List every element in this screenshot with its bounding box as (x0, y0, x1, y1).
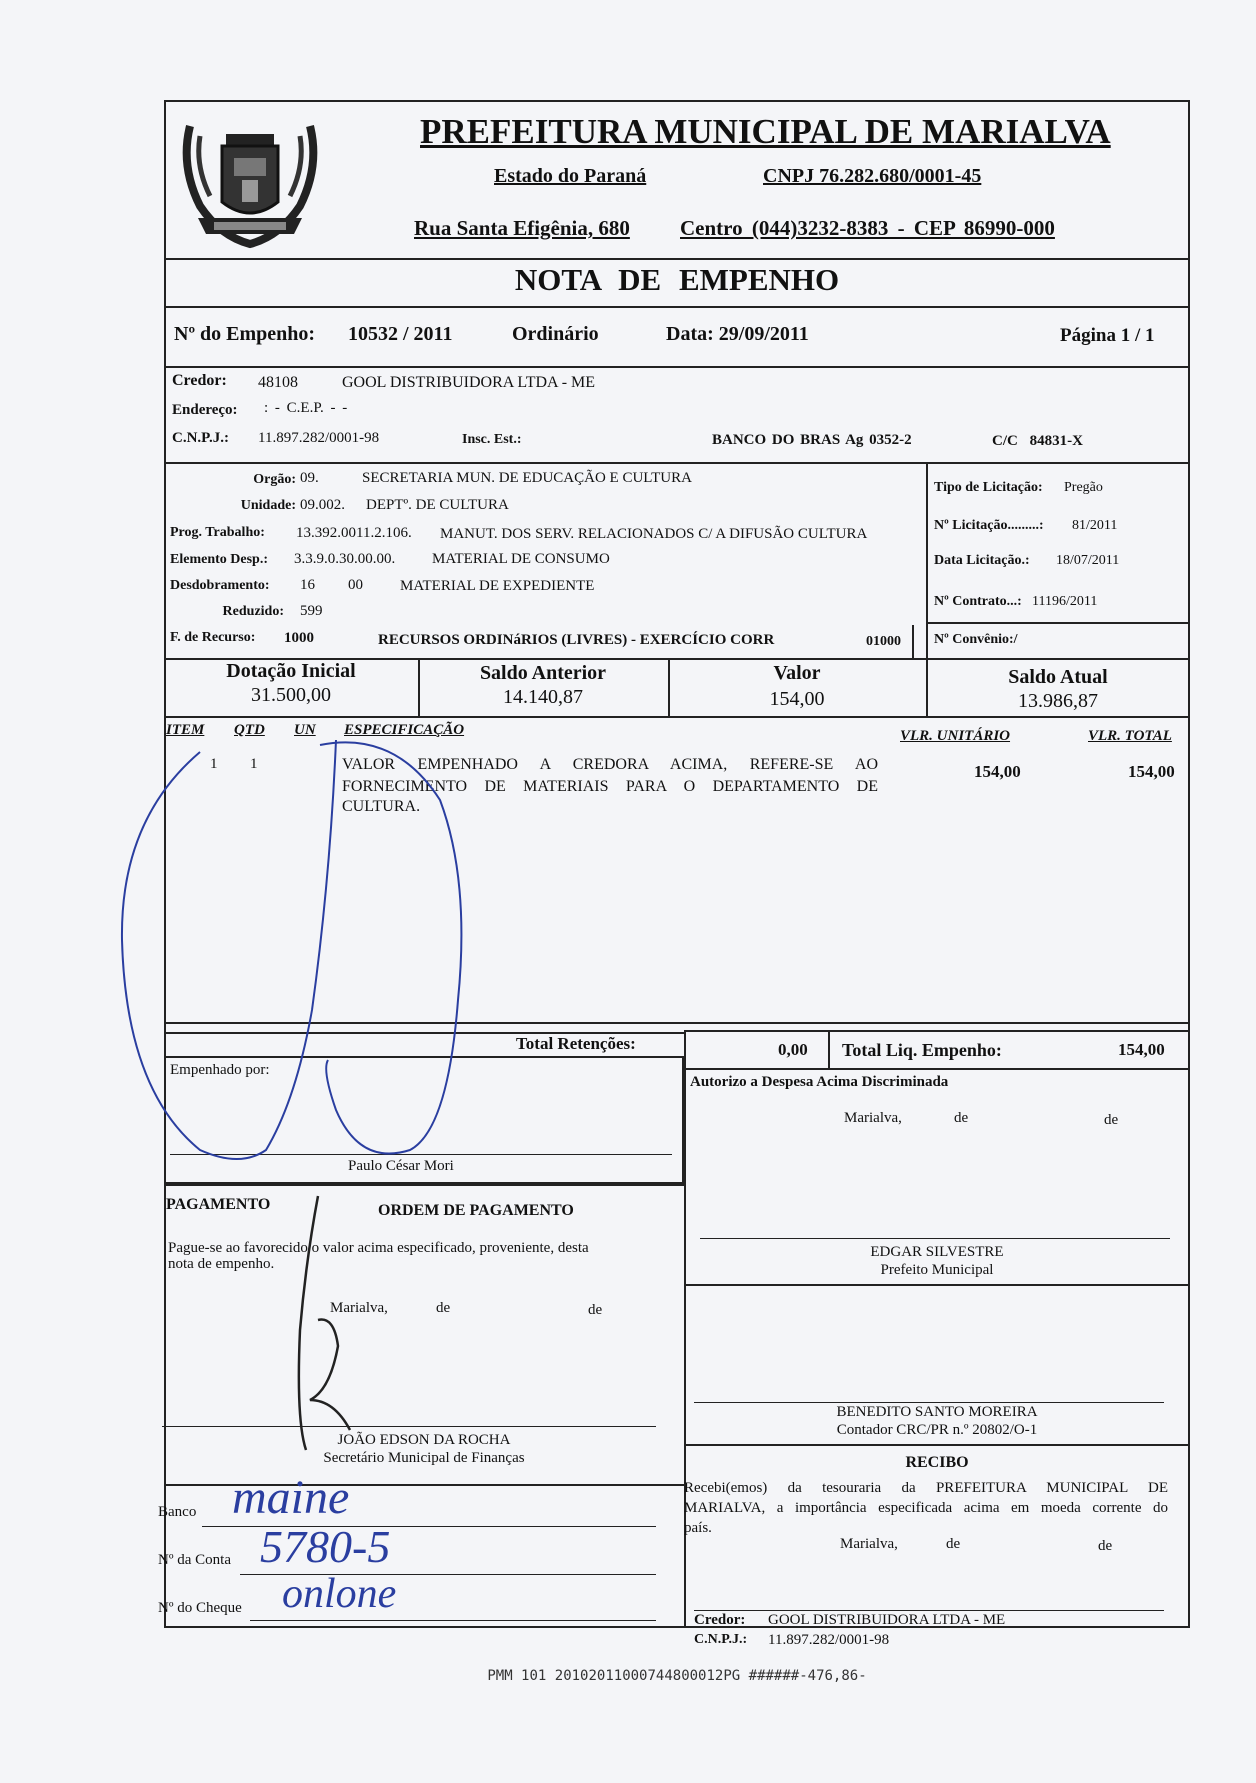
autorizo-de1: de (954, 1110, 969, 1126)
saldo-atual-label: Saldo Atual (1008, 666, 1108, 688)
empenho-type: Ordinário (512, 323, 599, 345)
elemento-desc: MATERIAL DE CONSUMO (432, 551, 610, 567)
recurso-desc: RECURSOS ORDINáRIOS (LIVRES) - EXERCÍCIO CORR (378, 632, 775, 648)
credor-label: Credor: (172, 372, 227, 389)
item-vunit: 154,00 (974, 762, 1021, 781)
conta-handwritten: 5780-5 (260, 1521, 391, 1572)
header-state: Estado do Paraná (494, 165, 647, 187)
prefeito-name: EDGAR SILVESTRE (870, 1244, 1004, 1260)
retencoes-label: Total Retenções: (516, 1034, 636, 1053)
empenho-num-label: Nº do Empenho: (174, 323, 316, 345)
col-qtd: QTD (234, 722, 265, 738)
unidade-label: Unidade: (240, 498, 296, 513)
empenhado-signer: Paulo César Mori (348, 1158, 454, 1174)
item-desc-line2: FORNECIMENTO DE MATERIAIS PARA O DEPARTAMENTO DE (342, 778, 878, 795)
prog-desc: MANUT. DOS SERV. RELACIONADOS C/ A DIFUSÃO CULTURA (440, 526, 868, 542)
secretario-name: JOÃO EDSON DA ROCHA (337, 1432, 511, 1448)
unidade-code: 09.002. (300, 497, 345, 513)
reduzido-label: Reduzido: (222, 604, 284, 619)
desdobramento-b: 00 (348, 577, 363, 593)
convenio-label: Nº Convênio:/ (934, 632, 1018, 647)
banco-label: Banco (158, 1504, 197, 1520)
col-vtotal: VLR. TOTAL (1088, 728, 1172, 744)
saldo-atual-value: 13.986,87 (1018, 690, 1098, 712)
total-liq-value: 154,00 (1118, 1040, 1165, 1059)
orgao-label: Orgão: (253, 472, 296, 487)
data-licitacao: 18/07/2011 (1056, 553, 1120, 568)
item-vtotal: 154,00 (1128, 762, 1175, 781)
insc-label: Insc. Est.: (462, 432, 522, 447)
recibo-credor: GOOL DISTRIBUIDORA LTDA - ME (768, 1612, 1006, 1628)
empenhado-label: Empenhado por: (170, 1062, 270, 1078)
header-address: Rua Santa Efigênia, 680 (414, 216, 630, 240)
credor-code: 48108 (258, 374, 298, 391)
footer-code: PMM 101 20102011000744800012PG ######-476,86- (487, 1668, 867, 1684)
col-espec: ESPECIFICAÇÃO (344, 722, 465, 738)
endereco-label: Endereço: (172, 402, 238, 418)
total-liq-label: Total Liq. Empenho: (842, 1040, 1002, 1060)
recibo-text3: país. (684, 1520, 712, 1536)
elemento-code: 3.3.9.0.30.00.00. (294, 551, 396, 567)
item-desc-line1: VALOR EMPENHADO A CREDORA ACIMA, REFERE-SE AO (342, 756, 878, 773)
doc-title: NOTA DE EMPENHO (514, 262, 840, 297)
unidade-desc: DEPTº. DE CULTURA (366, 497, 509, 513)
orgao-code: 09. (300, 470, 319, 486)
recibo-text2: MARIALVA, a importância especificada acima em moeda corrente do (684, 1500, 1168, 1516)
tipo-licitacao: Pregão (1064, 480, 1103, 495)
valor-value: 154,00 (769, 688, 825, 710)
contador-name: BENEDITO SANTO MOREIRA (836, 1404, 1038, 1420)
conta-label: Nº da Conta (158, 1552, 231, 1568)
credor-name: GOOL DISTRIBUIDORA LTDA - ME (342, 374, 596, 391)
bank-info: BANCO DO BRAS Ag 0352-2 (712, 432, 912, 448)
col-item: ITEM (166, 722, 205, 738)
valor-label: Valor (773, 662, 821, 684)
recibo-cnpj: 11.897.282/0001-98 (768, 1632, 890, 1648)
desdobramento-desc: MATERIAL DE EXPEDIENTE (400, 578, 595, 594)
retencoes-value: 0,00 (778, 1040, 808, 1059)
desdobramento-a: 16 (300, 577, 315, 593)
endereco-value: : - C.E.P. - - (264, 400, 348, 416)
banco-handwritten: maine (232, 1471, 350, 1524)
empenho-page: Página 1 / 1 (1060, 325, 1155, 346)
prog-code: 13.392.0011.2.106. (296, 525, 412, 541)
cheque-label: Nº do Cheque (158, 1600, 242, 1616)
header-contact: Centro (044)3232-8383 - CEP 86990-000 (680, 216, 1055, 240)
pagamento-de2: de (588, 1302, 603, 1318)
recibo-place: Marialva, (840, 1536, 898, 1552)
contrato-label: Nº Contrato...: (934, 594, 1022, 609)
recibo-de1: de (946, 1536, 961, 1552)
orgao-desc: SECRETARIA MUN. DE EDUCAÇÃO E CULTURA (362, 470, 692, 486)
pagamento-label: PAGAMENTO (166, 1196, 271, 1213)
col-un: UN (294, 722, 316, 738)
autorizo-place: Marialva, (844, 1110, 902, 1126)
pagamento-text2: nota de empenho. (168, 1256, 275, 1272)
num-licitacao-label: Nº Licitação.........: (934, 518, 1044, 533)
data-licitacao-label: Data Licitação.: (934, 553, 1030, 568)
item-desc-line3: CULTURA. (342, 798, 421, 815)
recurso-num: 01000 (866, 634, 901, 649)
cnpj-value: 11.897.282/0001-98 (258, 430, 380, 446)
recibo-credor-label: Credor: (694, 1612, 746, 1628)
recibo-cnpj-label: C.N.P.J.: (694, 1632, 748, 1647)
recibo-text1: Recebi(emos) da tesouraria da PREFEITURA MUNICIPAL DE (684, 1480, 1168, 1496)
recibo-de2: de (1098, 1538, 1113, 1554)
item-qtd: 1 (250, 756, 258, 772)
dotacao-label: Dotação Inicial (226, 660, 356, 682)
cc-info: C/C 84831-X (992, 433, 1083, 449)
elemento-label: Elemento Desp.: (170, 552, 268, 567)
contrato: 11196/2011 (1032, 594, 1098, 609)
dotacao-value: 31.500,00 (251, 684, 331, 706)
prefeito-role: Prefeito Municipal (880, 1262, 994, 1278)
header-cnpj: CNPJ 76.282.680/0001-45 (763, 165, 982, 187)
recurso-label: F. de Recurso: (170, 630, 256, 645)
saldo-anterior-label: Saldo Anterior (479, 662, 607, 684)
contador-role: Contador CRC/PR n.º 20802/O-1 (836, 1422, 1038, 1438)
pagamento-text1: Pague-se ao favorecido o valor acima especificado, proveniente, desta (168, 1240, 589, 1256)
cheque-handwritten: onlone (282, 1571, 397, 1617)
item-number: 1 (210, 756, 218, 772)
secretario-role: Secretário Municipal de Finanças (323, 1450, 525, 1466)
num-licitacao: 81/2011 (1072, 518, 1118, 533)
header-title: PREFEITURA MUNICIPAL DE MARIALVA (420, 112, 1111, 151)
recurso-code: 1000 (284, 630, 314, 646)
cnpj-label: C.N.P.J.: (172, 430, 229, 446)
tipo-licitacao-label: Tipo de Licitação: (934, 480, 1043, 495)
empenho-num: 10532 / 2011 (348, 323, 453, 345)
pagamento-place: Marialva, (330, 1300, 388, 1316)
autorizo-label: Autorizo a Despesa Acima Discriminada (690, 1074, 949, 1090)
col-vunit: VLR. UNITÁRIO (900, 728, 1011, 744)
reduzido-value: 599 (300, 603, 323, 619)
prog-label: Prog. Trabalho: (170, 525, 265, 540)
pagamento-de1: de (436, 1300, 451, 1316)
ordem-pagamento: ORDEM DE PAGAMENTO (378, 1202, 574, 1219)
recibo-title: RECIBO (905, 1454, 969, 1471)
desdobramento-label: Desdobramento: (170, 578, 270, 593)
empenho-date: Data: 29/09/2011 (666, 323, 809, 345)
saldo-anterior-value: 14.140,87 (503, 686, 583, 708)
autorizo-de2: de (1104, 1112, 1119, 1128)
